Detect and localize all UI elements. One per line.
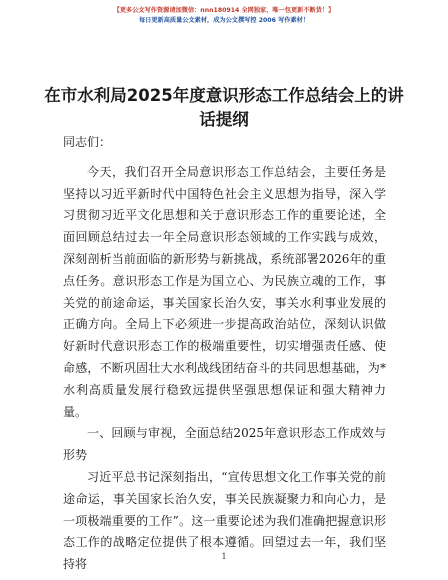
page-number: 1 — [221, 552, 227, 561]
promo-line-1: 【更多公文写作资源请加微信：nnn180914 全网独家，唯一包更新不断货！】 — [113, 7, 335, 14]
document-title: 在市水利局2025年度意识形态工作总结会上的讲话提纲 — [44, 86, 404, 129]
paragraph-intro: 今天，我们召开全局意识形态工作总结会，主要任务是坚持以习近平新时代中国特色社会主义思想为指导，深入学习贯彻习近平文化思想和关于意识形态工作的重要论述，全面回顾总结过去一年全局意识形态领域的工作实践与成效，深刻剖析当前面临的新形势与新挑战，系统部署2026年的重点任务。意识形态工作是为国立心、为民族立魂的工作，事关党的前途命运，事关国家长治久安，事关水利事业发展的正确方向。全局上下必须进一步提高政治站位，深刻认识做好新时代意识形态工作的极端重要性，切实增强责任感、使命感，不断巩固壮大水利战线团结奋斗的共同思想基础，为*水利高质量发展行稳致远提供坚强思想保证和强大精神力量。 — [63, 164, 386, 419]
promo-line-2: 每日更新高质量公文素材，成为公文撰写控 2006 写作素材！ — [138, 17, 310, 24]
document-body — [63, 132, 386, 576]
promo-banner — [0, 6, 448, 26]
section-heading: 一、回顾与审视，全面总结2025年意识形态工作成效与形势 — [63, 426, 386, 463]
greeting: 同志们： — [63, 135, 112, 149]
paragraph-section-1: 习近平总书记深刻指出，“宣传思想文化工作事关党的前途命运，事关国家长治久安，事关民族凝聚力和向心力，是一项极端重要的工作”。这一重要论述为我们准确把握意识形态工作的战略定位提供了根本遵循。回望过去一年，我们坚持将 — [63, 469, 386, 572]
